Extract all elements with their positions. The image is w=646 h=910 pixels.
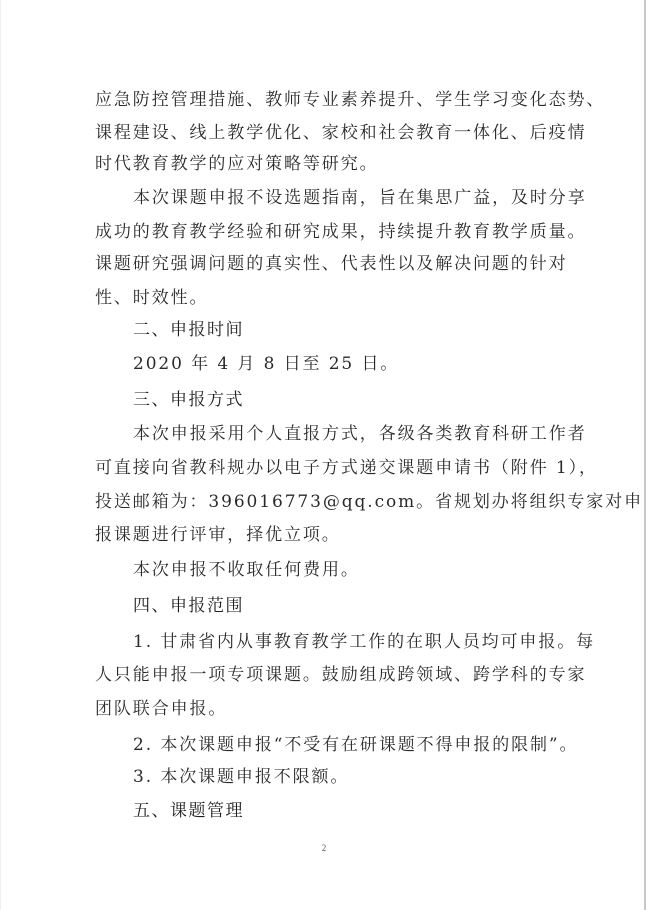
paragraph-line: 本次课题申报不设选题指南，旨在集思广益，及时分享: [133, 188, 587, 208]
paragraph-line: 人只能申报一项专项课题。鼓励组成跨领域、跨学科的专家: [95, 665, 587, 685]
paragraph-line: 1. 甘肃省内从事教育教学工作的在职人员均可申报。每: [133, 632, 596, 652]
paragraph-line: 课程建设、线上教学优化、家校和社会教育一体化、后疫情: [95, 123, 587, 143]
paragraph-line: 2. 本次课题申报“不受有在研课题不得申报的限制”。: [133, 735, 579, 755]
paragraph-line: 本次申报不收取任何费用。: [133, 560, 360, 580]
paragraph-line: 报课题进行评审，择优立项。: [95, 525, 341, 545]
paragraph-line: 成功的教育教学经验和研究成果，持续提升教育教学质量。: [95, 222, 587, 242]
paragraph-line: 3. 本次课题申报不限额。: [133, 767, 350, 787]
section-heading-application-time: 二、申报时间: [133, 320, 244, 340]
page-number: 2: [321, 843, 327, 853]
paragraph-line: 本次申报采用个人直报方式，各级各类教育科研工作者: [133, 424, 587, 444]
paragraph-line: 2020 年 4 月 8 日至 25 日。: [133, 354, 400, 374]
section-heading-application-scope: 四、申报范围: [133, 596, 244, 616]
paragraph-line: 投送邮箱为：396016773@qq.com。省规划办将组织专家对申: [95, 492, 643, 512]
paragraph-line: 应急防控管理措施、教师专业素养提升、学生学习变化态势、: [95, 90, 606, 110]
section-heading-project-management: 五、课题管理: [133, 801, 244, 821]
paragraph-line: 团队联合申报。: [95, 699, 228, 719]
section-heading-application-method: 三、申报方式: [133, 390, 244, 410]
paragraph-line: 性、时效性。: [95, 288, 209, 308]
paragraph-line: 可直接向省教科规办以电子方式递交课题申请书（附件 1），: [95, 458, 598, 478]
paragraph-line: 时代教育教学的应对策略等研究。: [95, 154, 379, 174]
paragraph-line: 课题研究强调问题的真实性、代表性以及解决问题的针对: [95, 254, 568, 274]
